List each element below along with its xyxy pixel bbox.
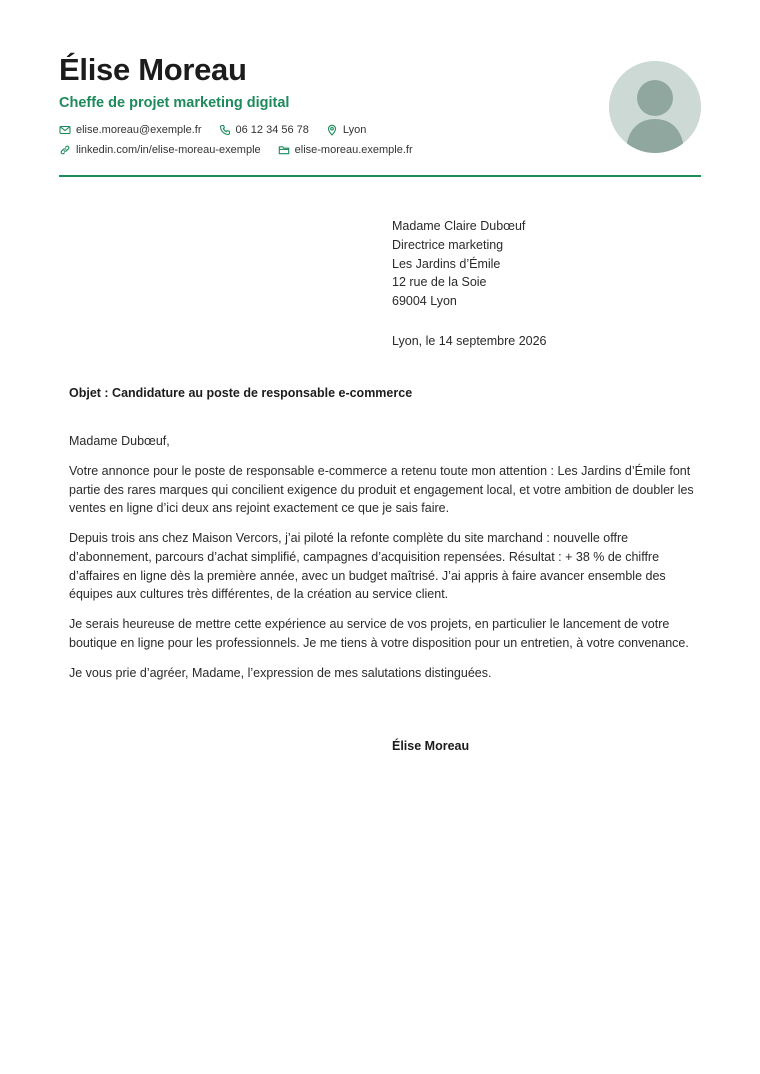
- mail-icon: [59, 124, 71, 136]
- contact-email-text: elise.moreau@exemple.fr: [76, 124, 202, 136]
- recipient-block: [392, 217, 525, 311]
- letter-body: [69, 432, 697, 694]
- contact-row-2: [59, 144, 413, 156]
- folder-icon: [278, 144, 290, 156]
- contact-linkedin[interactable]: [59, 144, 261, 156]
- contact-location: [326, 124, 366, 136]
- contact-row-1: [59, 124, 366, 136]
- closing-paragraph: Je vous prie d’agréer, Madame, l’expression de mes salutations distinguées.: [69, 665, 492, 680]
- recipient-street: 12 rue de la Soie: [392, 275, 487, 290]
- letter-date: Lyon, le 14 septembre 2026: [392, 334, 547, 348]
- contact-website[interactable]: [278, 144, 413, 156]
- recipient-company: Les Jardins d’Émile: [392, 256, 501, 271]
- user-avatar-icon: [609, 61, 701, 153]
- link-icon: [59, 144, 71, 156]
- contact-phone-text: 06 12 34 56 78: [235, 124, 309, 136]
- letter-subject: Objet : Candidature au poste de responsable e-commerce: [69, 386, 413, 400]
- paragraph-1: Votre annonce pour le poste de responsable e-commerce a retenu toute mon attention : Les Jardins d’Émile font partie des rares marques qui concilient exigence du produit et engagement local, et votre ambition de doubler les ventes en ligne d’ici deux ans rejoint exactement ce que je sais faire.: [69, 464, 694, 516]
- location-pin-icon: [326, 124, 338, 136]
- contact-location-text: Lyon: [342, 124, 367, 136]
- contact-phone[interactable]: [219, 124, 309, 136]
- phone-icon: [219, 124, 231, 136]
- contact-email[interactable]: [59, 124, 202, 136]
- author-role: Cheffe de projet marketing digital: [59, 95, 290, 111]
- recipient-title: Directrice marketing: [392, 237, 504, 252]
- contact-website-text: elise-moreau.exemple.fr: [294, 144, 413, 156]
- header-divider: [59, 175, 701, 177]
- paragraph-3: Je serais heureuse de mettre cette expérience au service de vos projets, en particulier le lancement de votre boutique en ligne pour les professionnels. Je me tiens à votre disposition pour un entretien, à votre convenance.: [69, 617, 689, 650]
- signature: Élise Moreau: [392, 739, 470, 753]
- contact-linkedin-text: linkedin.com/in/elise-moreau-exemple: [76, 144, 261, 156]
- author-name: Élise Moreau: [59, 52, 247, 87]
- recipient-city: 69004 Lyon: [392, 294, 457, 309]
- salutation: Madame Dubœuf,: [69, 434, 170, 448]
- recipient-name: Madame Claire Dubœuf: [392, 219, 526, 233]
- paragraph-2: Depuis trois ans chez Maison Vercors, j’ai piloté la refonte complète du site marchand : nouvelle offre d’abonnement, parcours d’achat simplifié, campagnes d’acquisition repensées. Résultat : + 38 % de chiffre d’affaires en ligne dès la première année, avec un budget maîtrisé. J’ai appris à faire avancer ensemble des équipes aux cultures très différentes, de la création au service client.: [69, 531, 666, 602]
